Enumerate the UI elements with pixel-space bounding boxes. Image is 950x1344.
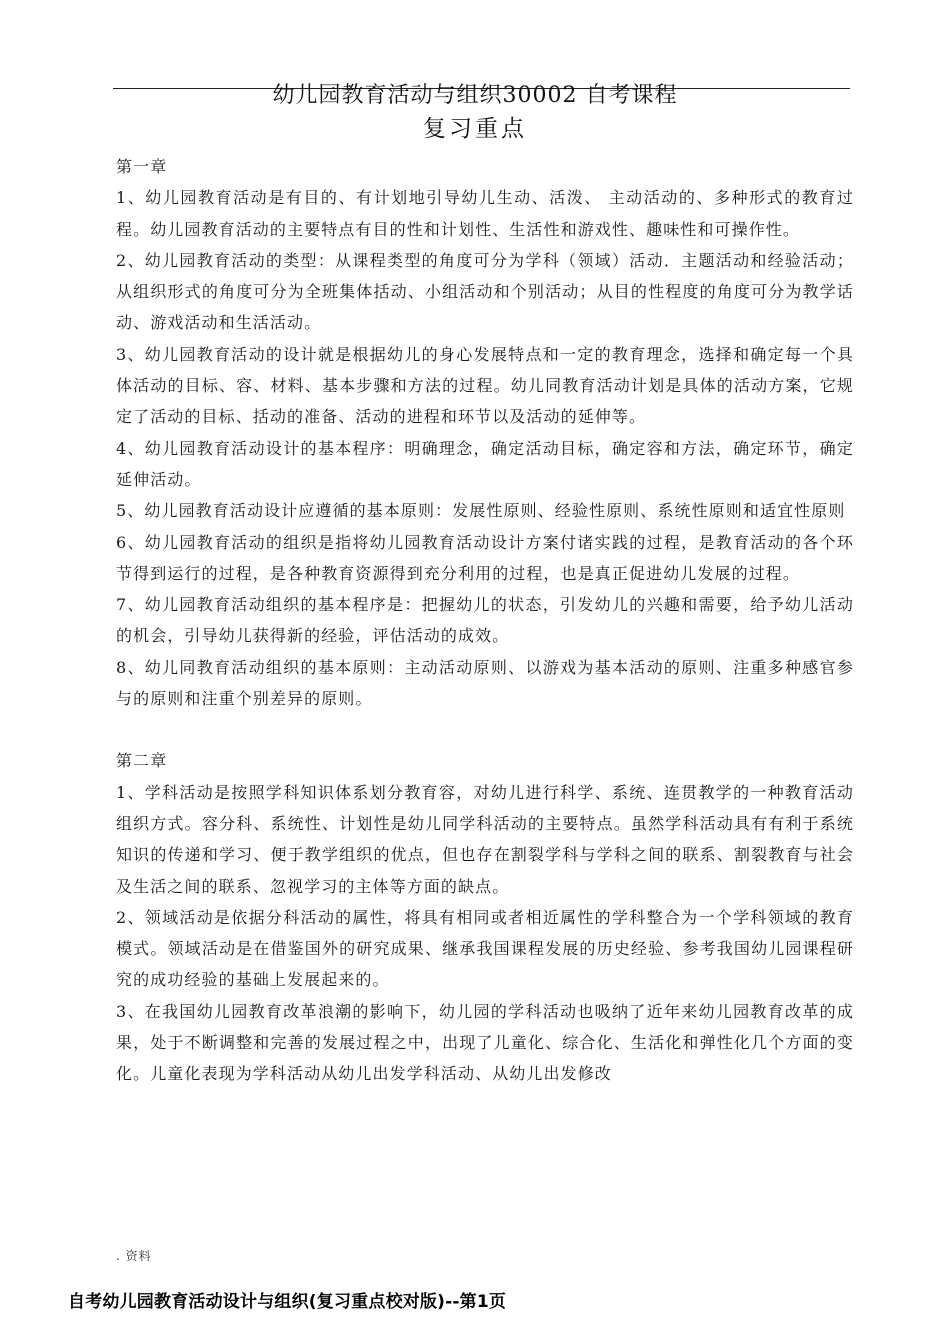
footer-note: . 资料 — [116, 1249, 152, 1263]
chapter-1-paragraph-1: 1、幼儿园教育活动是有目的、有计划地引导幼儿生动、活泼、 主动活动的、多种形式的教育过程。幼儿园教育活动的主要特点有目的性和计划性、生活性和游戏性、趣味性和可操作性。 — [116, 188, 854, 239]
footer-caption: 自考幼儿园教育活动设计与组织(复习重点校对版)--第1页 — [68, 1292, 507, 1312]
chapter-2-paragraph-2: 2、领域活动是依据分科活动的属性，将具有相同或者相近属性的学科整合为一个学科领域的教育模式。领域活动是在借鉴国外的研究成果、继承我国课程发展的历史经验、参考我国幼儿园课程研究的成功经验的基础上发展起来的。 — [116, 907, 854, 990]
chapter-1-paragraph-8: 8、幼儿同教育活动组织的基本原则：主动活动原则、以游戏为基本活动的原则、注重多种感官参与的原则和注重个别差异的原则。 — [116, 657, 854, 709]
chapter-2-paragraph-1: 1、学科活动是按照学科知识体系划分教育容，对幼儿进行科学、系统、连贯教学的一种教育活动组织方式。容分科、系统性、计划性是幼儿同学科活动的主要特点。虽然学科活动具有有利于系统知识的传递和学习、便于教学组织的优点，但也存在割裂学科与学科之间的联系、割裂教育与社会及生活之间的联系、忽视学习的主体等方面的缺点。 — [116, 782, 854, 896]
chapter-2-heading: 第二章 — [116, 751, 168, 771]
chapter-1-paragraph-3: 3、幼儿园教育活动的设计就是根据幼儿的身心发展特点和一定的教育理念，选择和确定每一个具体活动的目标、容、材料、基本步骤和方法的过程。幼儿同教育活动计划是具体的活动方案，它规定了活动的目标、括动的准备、活动的进程和环节以及活动的延伸等。 — [116, 344, 854, 427]
chapter-1-paragraph-7: 7、幼儿园教育活动组织的基本程序是：把握幼儿的状态，引发幼儿的兴趣和需要，给予幼儿活动的机会，引导幼儿获得新的经验，评估活动的成效。 — [116, 595, 854, 646]
document-body — [116, 151, 854, 1090]
chapter-1-paragraph-2: 2、幼儿园教育活动的类型：从课程类型的角度可分为学科（领域）活动．主题活动和经验活动； 从组织形式的角度可分为全班集体括动、小组活动和个别活动；从目的性程度的角度可分为教学话动、游戏活动和生活活动。 — [116, 250, 854, 333]
chapter-1-heading: 第一章 — [116, 157, 168, 176]
section-gap — [116, 714, 854, 745]
chapter-1-paragraph-4: 4、幼儿园教育活动设计的基本程序：明确理念，确定活动目标，确定容和方法，确定环节，确定延伸活动。 — [116, 438, 854, 489]
chapter-1-paragraph-5: 5、幼儿园教育活动设计应遵循的基本原则：发展性原则、经验性原则、系统性原则和适宜性原则 — [116, 501, 846, 521]
chapter-2-paragraph-3: 3、在我国幼儿园教育改革浪潮的影响下，幼儿园的学科活动也吸纳了近年来幼儿园教育改革的成果，处于不断调整和完善的发展过程之中，出现了儿童化、综合化、生活化和弹性化几个方面的变化。儿童化表现为学科活动从幼儿出发学科活动、从幼儿出发修改 — [116, 1001, 854, 1084]
document-title: 幼儿园教育活动与组织30002 自考课程 — [272, 83, 678, 108]
document-subtitle: 复习重点 — [423, 116, 527, 142]
chapter-1-paragraph-6: 6、幼儿园教育活动的组织是指将幼儿园教育活动设计方案付诸实践的过程，是教育活动的各个环节得到运行的过程，是各种教育资源得到充分利用的过程，也是真正促进幼儿发展的过程。 — [116, 532, 854, 583]
